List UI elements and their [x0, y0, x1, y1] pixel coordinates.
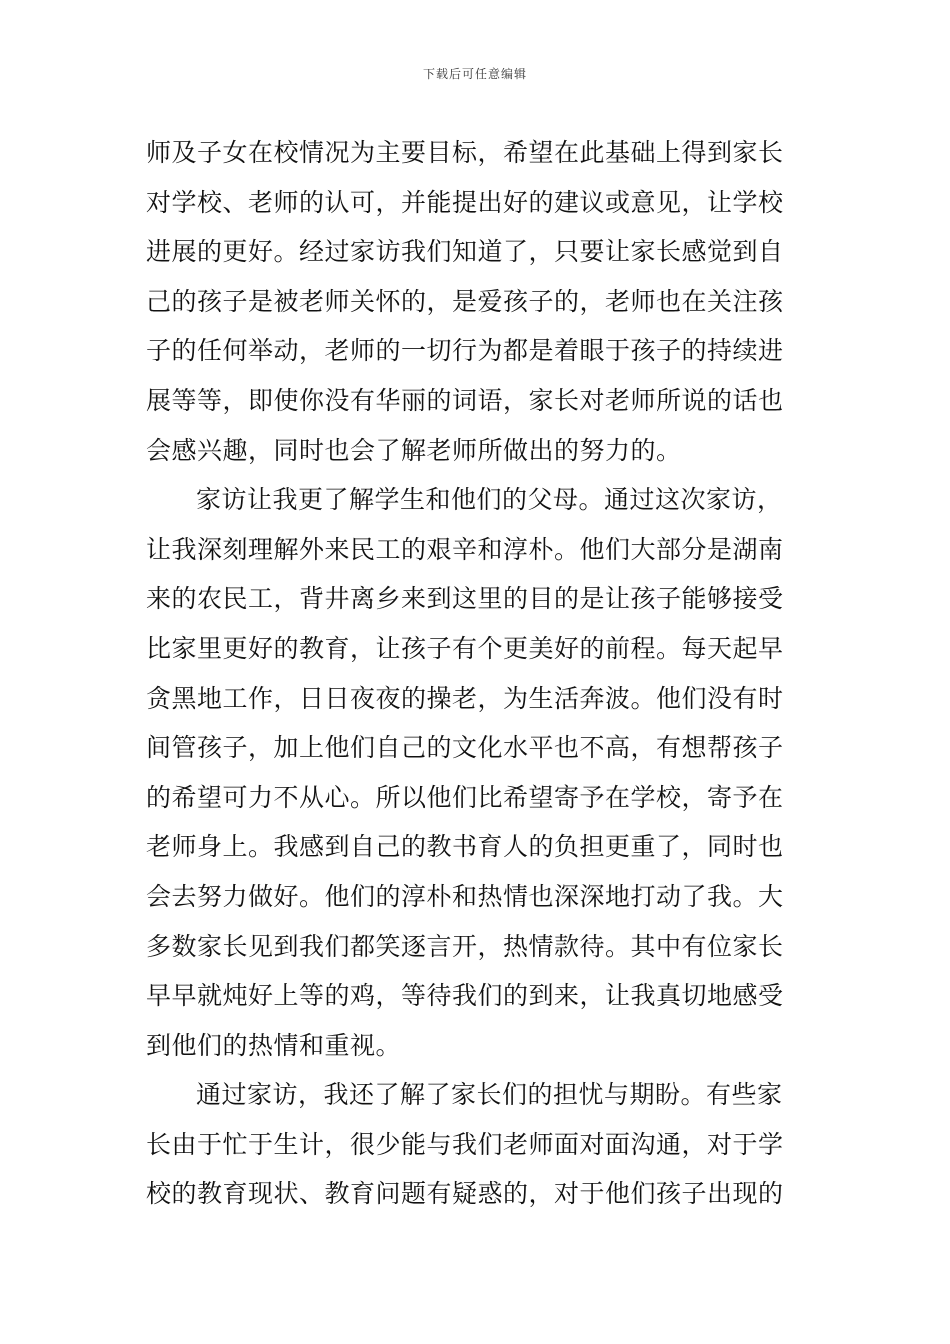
text-line: 多数家长见到我们都笑逐言开，热情款待。其中有位家长 — [146, 931, 784, 961]
page-header: 下载后可任意编辑 — [422, 67, 527, 81]
text-line: 早早就炖好上等的鸡，等待我们的到来，让我真切地感受 — [146, 981, 784, 1011]
text-line: 老师身上。我感到自己的教书育人的负担更重了，同时也 — [146, 832, 784, 862]
text-line: 家访让我更了解学生和他们的父母。通过这次家访， — [196, 485, 783, 515]
text-line: 贪黑地工作，日日夜夜的操老，为生活奔波。他们没有时 — [146, 683, 784, 713]
text-line: 到他们的热情和重视。 — [146, 1030, 402, 1060]
text-line: 来的农民工，背井离乡来到这里的目的是让孩子能够接受 — [146, 584, 784, 614]
text-line: 会感兴趣，同时也会了解老师所做出的努力的。 — [146, 435, 682, 465]
text-line: 比家里更好的教育，让孩子有个更美好的前程。每天起早 — [146, 633, 784, 663]
text-line: 让我深刻理解外来民工的艰辛和淳朴。他们大部分是湖南 — [146, 534, 784, 564]
text-line: 间管孩子，加上他们自己的文化水平也不高，有想帮孩子 — [146, 733, 784, 763]
text-line: 长由于忙于生计，很少能与我们老师面对面沟通，对于学 — [146, 1129, 784, 1159]
document-body — [146, 128, 810, 1219]
text-line: 会去努力做好。他们的淳朴和热情也深深地打动了我。大 — [146, 881, 784, 911]
paragraph-3 — [146, 1070, 810, 1219]
text-line: 通过家访，我还了解了家长们的担忧与期盼。有些家 — [196, 1080, 783, 1110]
text-line: 师及子女在校情况为主要目标，希望在此基础上得到家长 — [146, 138, 784, 167]
text-line: 的希望可力不从心。所以他们比希望寄予在学校，寄予在 — [146, 782, 784, 812]
paragraph-1 — [146, 128, 810, 475]
text-line: 进展的更好。经过家访我们知道了，只要让家长感觉到自 — [146, 237, 784, 267]
text-line: 子的任何举动，老师的一切行为都是着眼于孩子的持续进 — [146, 336, 784, 366]
paragraph-2 — [146, 475, 810, 1070]
text-line: 校的教育现状、教育问题有疑惑的，对于他们孩子出现的 — [146, 1179, 784, 1209]
text-line: 展等等，即使你没有华丽的词语，家长对老师所说的话也 — [146, 385, 784, 415]
text-line: 己的孩子是被老师关怀的，是爱孩子的，老师也在关注孩 — [146, 286, 784, 316]
text-line: 对学校、老师的认可，并能提出好的建议或意见，让学校 — [146, 187, 784, 217]
